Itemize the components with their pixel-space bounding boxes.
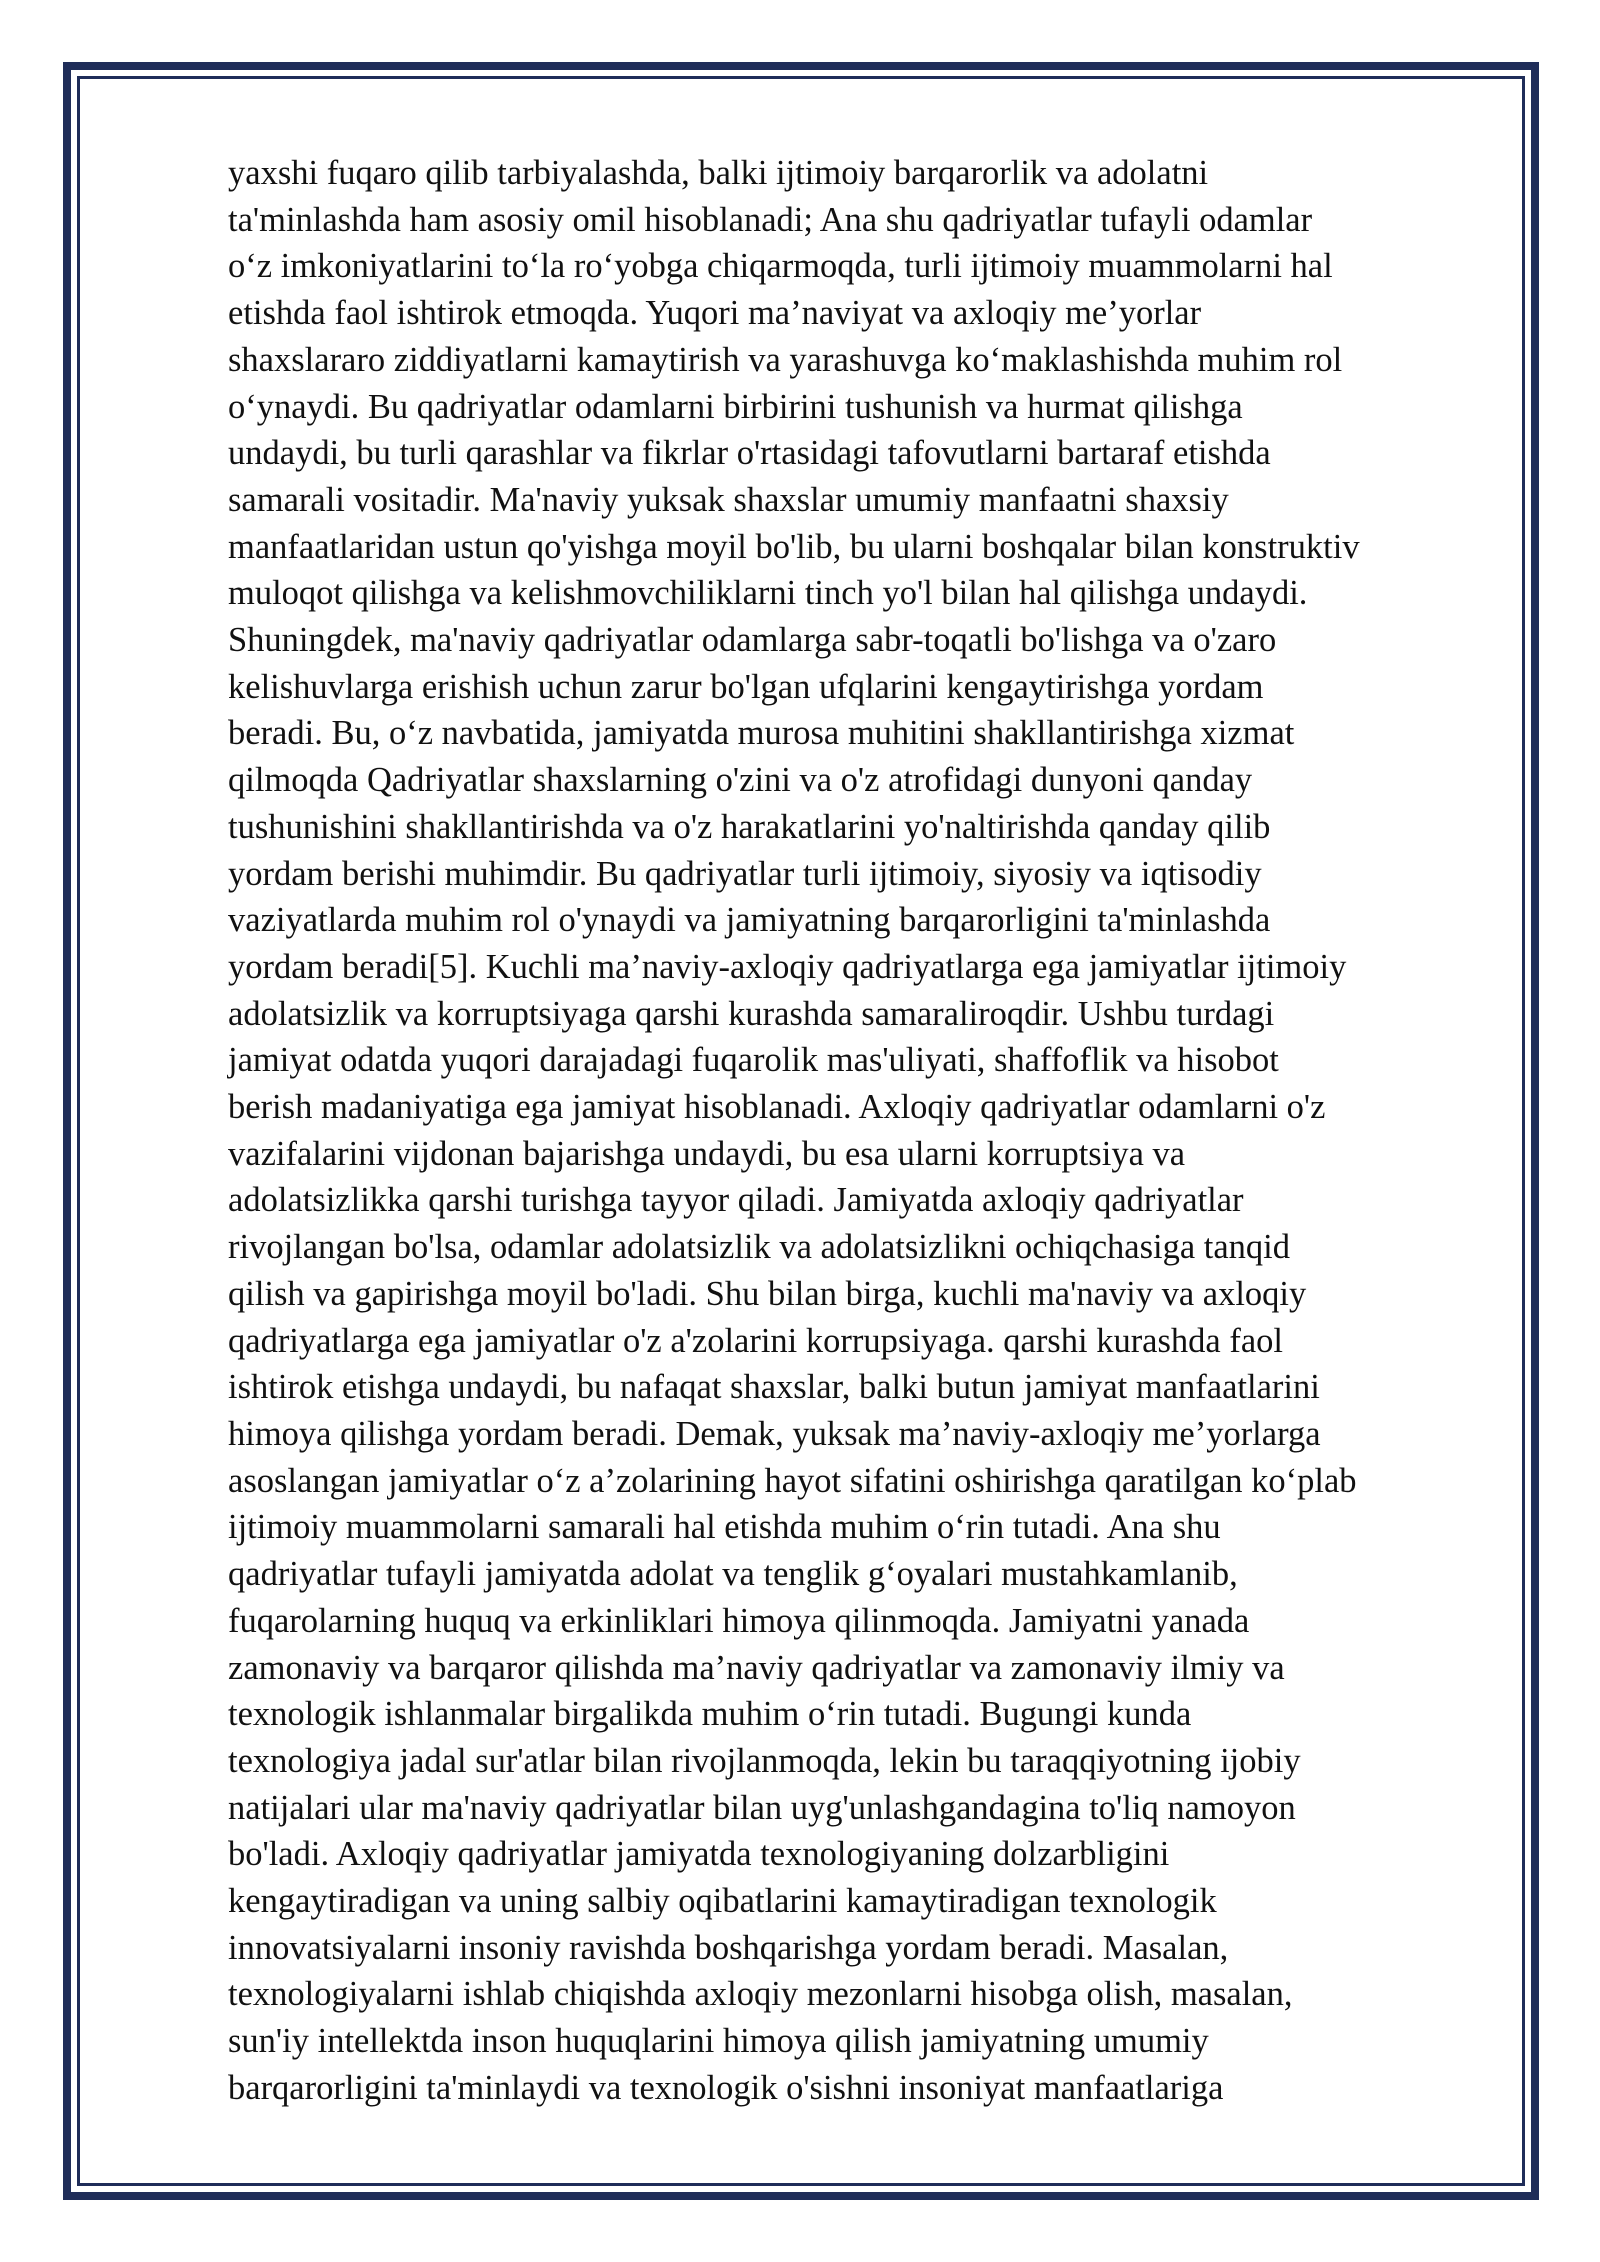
body-text: [228, 150, 1478, 2112]
text-line: kengaytiradigan va uning salbiy oqibatlarini kamaytiradigan texnologik: [228, 1882, 1217, 1921]
text-line: ijtimoiy muammolarni samarali hal etishda muhim o‘rin tutadi. Ana shu: [228, 1508, 1221, 1547]
text-line: adolatsizlikka qarshi turishga tayyor qiladi. Jamiyatda axloqiy qadriyatlar: [228, 1181, 1244, 1220]
text-line: ishtirok etishga undaydi, bu nafaqat shaxslar, balki butun jamiyat manfaatlarini: [228, 1368, 1320, 1407]
text-line: himoya qilishga yordam beradi. Demak, yuksak ma’naviy-axloqiy me’yorlarga: [228, 1414, 1321, 1453]
text-line: o‘ynaydi. Bu qadriyatlar odamlarni birbirini tushunish va hurmat qilishga: [228, 387, 1243, 426]
text-line: qadriyatlarga ega jamiyatlar o'z a'zolarini korrupsiyaga. qarshi kurashda faol: [228, 1321, 1283, 1360]
text-line: o‘z imkoniyatlarini to‘la ro‘yobga chiqarmoqda, turli ijtimoiy muammolarni hal: [228, 247, 1333, 286]
text-line: fuqarolarning huquq va erkinliklari himoya qilinmoqda. Jamiyatni yanada: [228, 1601, 1250, 1640]
text-line: natijalari ular ma'naviy qadriyatlar bilan uyg'unlashgandagina to'liq namoyon: [228, 1788, 1296, 1827]
text-line: texnologiyalarni ishlab chiqishda axloqiy mezonlarni hisobga olish, masalan,: [228, 1975, 1293, 2014]
text-line: yordam berishi muhimdir. Bu qadriyatlar turli ijtimoiy, siyosiy va iqtisodiy: [228, 854, 1262, 893]
text-line: innovatsiyalarni insoniy ravishda boshqarishga yordam beradi. Masalan,: [228, 1928, 1229, 1967]
text-line: tushunishini shakllantirishda va o'z harakatlarini yo'naltirishda qanday qilib: [228, 807, 1271, 846]
text-line: kelishuvlarga erishish uchun zarur bo'lgan ufqlarini kengaytirishga yordam: [228, 667, 1264, 706]
text-line: rivojlangan bo'lsa, odamlar adolatsizlik va adolatsizlikni ochiqchasiga tanqid: [228, 1228, 1291, 1267]
text-line: zamonaviy va barqaror qilishda ma’naviy qadriyatlar va zamonaviy ilmiy va: [228, 1648, 1285, 1687]
text-line: vaziyatlarda muhim rol o'ynaydi va jamiyatning barqarorligini ta'minlashda: [228, 901, 1271, 940]
text-line: ta'minlashda ham asosiy omil hisoblanadi; Ana shu qadriyatlar tufayli odamlar: [228, 200, 1313, 239]
text-line: yordam beradi[5]. Kuchli ma’naviy-axloqiy qadriyatlarga ega jamiyatlar ijtimoiy: [228, 947, 1347, 986]
text-line: barqarorligini ta'minlaydi va texnologik o'sishni insoniyat manfaatlariga: [228, 2068, 1224, 2107]
text-line: qilmoqda Qadriyatlar shaxslarning o'zini va o'z atrofidagi dunyoni qanday: [228, 761, 1253, 800]
text-line: manfaatlaridan ustun qo'yishga moyil bo'lib, bu ularni boshqalar bilan konstruktiv: [228, 527, 1360, 566]
text-line: asoslangan jamiyatlar o‘z a’zolarining hayot sifatini oshirishga qaratilgan ko‘plab: [228, 1461, 1357, 1500]
text-line: texnologiya jadal sur'atlar bilan rivojlanmoqda, lekin bu taraqqiyotning ijobiy: [228, 1741, 1301, 1780]
text-line: vazifalarini vijdonan bajarishga undaydi, bu esa ularni korruptsiya va: [228, 1134, 1186, 1173]
text-line: beradi. Bu, o‘z navbatida, jamiyatda murosa muhitini shakllantirishga xizmat: [228, 714, 1295, 753]
text-line: sun'iy intellektda inson huquqlarini himoya qilish jamiyatning umumiy: [228, 2022, 1209, 2061]
text-line: qilish va gapirishga moyil bo'ladi. Shu bilan birga, kuchli ma'naviy va axloqiy: [228, 1274, 1307, 1313]
text-line: muloqot qilishga va kelishmovchiliklarni tinch yo'l bilan hal qilishga undaydi.: [228, 574, 1308, 613]
text-line: bo'ladi. Axloqiy qadriyatlar jamiyatda texnologiyaning dolzarbligini: [228, 1835, 1170, 1874]
text-line: jamiyat odatda yuqori darajadagi fuqarolik mas'uliyati, shaffoflik va hisobot: [228, 1041, 1279, 1080]
text-line: etishda faol ishtirok etmoqda. Yuqori ma’naviyat va axloqiy me’yorlar: [228, 294, 1202, 333]
text-line: undaydi, bu turli qarashlar va fikrlar o'rtasidagi tafovutlarni bartaraf etishda: [228, 434, 1271, 473]
text-line: yaxshi fuqaro qilib tarbiyalashda, balki ijtimoiy barqarorlik va adolatni: [228, 154, 1209, 192]
text-line: texnologik ishlanmalar birgalikda muhim o‘rin tutadi. Bugungi kunda: [228, 1695, 1192, 1734]
text-line: berish madaniyatiga ega jamiyat hisoblanadi. Axloqiy qadriyatlar odamlarni o'z: [228, 1088, 1326, 1127]
text-line: qadriyatlar tufayli jamiyatda adolat va tenglik g‘oyalari mustahkamlanib,: [228, 1555, 1238, 1594]
text-line: shaxslararo ziddiyatlarni kamaytirish va yarashuvga ko‘maklashishda muhim rol: [228, 340, 1343, 379]
text-line: samarali vositadir. Ma'naviy yuksak shaxslar umumiy manfaatni shaxsiy: [228, 480, 1229, 519]
text-line: adolatsizlik va korruptsiyaga qarshi kurashda samaraliroqdir. Ushbu turdagi: [228, 994, 1275, 1033]
text-line: Shuningdek, ma'naviy qadriyatlar odamlarga sabr-toqatli bo'lishga va o'zaro: [228, 621, 1277, 660]
